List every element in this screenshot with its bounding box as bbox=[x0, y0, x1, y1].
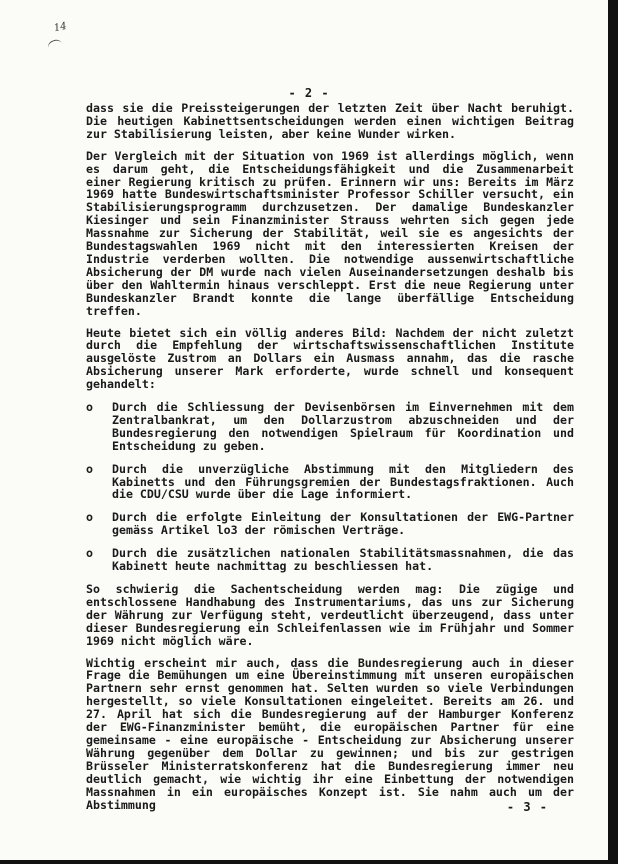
list-item bbox=[86, 463, 574, 502]
list-item-text: Durch die unverzügliche Abstimmung mit den Mitgliedern des Kabinetts und den Führungsgremien der Bundestagsfraktionen. Auch die CDU/CSU wurde über die Lage informiert. bbox=[112, 461, 574, 502]
list-item bbox=[86, 547, 574, 573]
list-item-text: Durch die zusätzlichen nationalen Stabilitätsmassnahmen, die das Kabinett heute nachmittag zu beschliessen hat. bbox=[112, 546, 574, 574]
paragraph: dass sie die Preissteigerungen der letzten Zeit über Nacht beruhigt. Die heutigen Kabinettsentscheidungen werden einen wichtigen Beitrag zur Stabilisierung leisten, aber keine Wunder wirken. bbox=[86, 101, 574, 141]
page-number: - 2 - bbox=[288, 86, 330, 100]
paragraph: Heute bietet sich ein völlig anderes Bild: Nachdem der nicht zuletzt durch die Empfehlung der wirtschaftswissenschaftlichen Institute ausgelöste Zustrom an Dollars ein Ausmass annahm, das die rasche Absicherung unserer Mark erforderte, wurde schnell und konsequent gehandelt: bbox=[86, 325, 574, 392]
scan-edge-bottom bbox=[0, 860, 618, 864]
list-item bbox=[86, 511, 574, 537]
scan-edge-right bbox=[608, 0, 618, 864]
next-page-number: - 3 - bbox=[506, 800, 548, 814]
document-body bbox=[86, 102, 574, 820]
list-item bbox=[86, 401, 574, 453]
bullet-marker: o bbox=[86, 510, 93, 525]
handwritten-stroke bbox=[47, 38, 64, 53]
bullet-marker: o bbox=[86, 400, 93, 415]
handwritten-mark: 14 bbox=[52, 20, 68, 35]
paragraph: Wichtig erscheint mir auch, dass die Bundesregierung auch in dieser Frage die Bemühungen um eine Übereinstimmung mit unseren europäischen Partnern sehr ernst genommen hat. Selten wurden so viele Verbindungen hergestellt, so viele Konsultationen eingeleitet. Bereits am 26. und 27. April hat sich die Bundesregierung auf der Hamburger Konferenz der EWG-Finanzminister bemüht, die europäischen Partner für eine gemeinsame - eine europäische - Entscheidung zur Absicherung unserer Währung gegenüber dem Dollar zu gewinnen; und bis zur gestrigen Brüsseler Ministerratskonferenz hat die Bundesregierung immer neu deutlich gemacht, wie wichtig ihr eine Einbettung der notwendigen Massnahmen in ein europäisches Konzept ist. Sie nahm auch um der Abstimmung bbox=[86, 655, 574, 812]
bullet-marker: o bbox=[86, 546, 93, 561]
bullet-marker: o bbox=[86, 461, 93, 476]
paragraph: So schwierig die Sachentscheidung werden mag: Die zügige und entschlossene Handhabung des Instrumentariums, das uns zur Sicherung der Währung zur Verfügung steht, verdeutlicht überzeugend, dass unter dieser Bundesregierung ein Schleifenlassen wie im Frühjahr und Sommer 1969 nicht möglich wäre. bbox=[86, 582, 574, 648]
list-item-text: Durch die erfolgte Einleitung der Konsultationen der EWG-Partner gemäss Artikel lo3 der römischen Verträge. bbox=[112, 510, 574, 538]
measures-list bbox=[86, 401, 574, 573]
paragraph: Der Vergleich mit der Situation von 1969 ist allerdings möglich, wenn es darum geht, die Entscheidungsfähigkeit und die Zusammenarbeit einer Regierung kritisch zu prüfen. Erinnern wir uns: Bereits im März 1969 hatte Bundeswirtschaftsminister Professor Schiller versucht, ein Stabilisierungsprogramm durchzusetzen. Der damalige Bundeskanzler Kiesinger und sein Finanzminister Strauss wehrten sich gegen jede Massnahme zur Sicherung der Stabilität, weil sie es angesichts der Bundestagswahlen 1969 nicht mit den interessierten Kreisen der Industrie verderben wollten. Die notwendige aussenwirtschaftliche Absicherung der DM wurde nach vielen Auseinandersetzungen deshalb bis über den Wahltermin hinaus verschleppt. Erst die neue Regierung unter Bundeskanzler Brandt konnte die lange überfällige Entscheidung treffen. bbox=[86, 148, 574, 318]
list-item-text: Durch die Schliessung der Devisenbörsen im Einvernehmen mit dem Zentralbankrat, um den Dollarzustrom abzuschneiden und der Bundesregierung den notwendigen Spielraum für Koordination und Entscheidung zu geben. bbox=[112, 400, 574, 453]
